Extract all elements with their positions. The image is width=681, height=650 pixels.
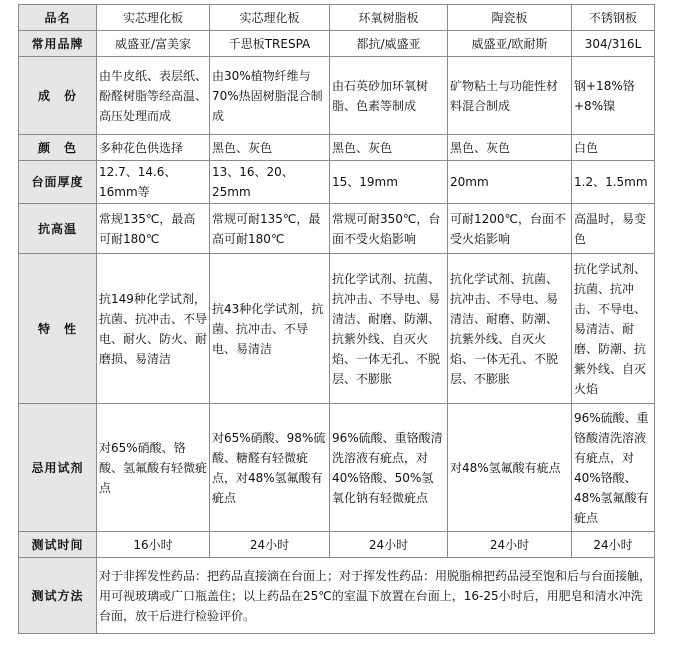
thickness-cell: 1.2、1.5mm [572, 161, 655, 204]
name-cell: 实芯理化板 [97, 5, 210, 31]
heat-cell: 常规135℃，最高可耐180℃ [97, 204, 210, 254]
features-cell: 抗化学试剂、抗菌、抗冲击、不导电、易清洁、耐磨、防潮、抗紫外线、自灭火焰、一体无孔、不脱层、不膨胀 [330, 254, 448, 404]
row-features [19, 254, 655, 404]
test-time-cell: 16小时 [97, 532, 210, 558]
heat-cell: 高温时，易变色 [572, 204, 655, 254]
label-thickness: 台面厚度 [19, 161, 97, 204]
brand-cell: 威盛亚/富美家 [97, 31, 210, 57]
row-name [19, 5, 655, 31]
row-reagents [19, 404, 655, 532]
row-test-time [19, 532, 655, 558]
name-cell: 不锈钢板 [572, 5, 655, 31]
row-composition [19, 57, 655, 135]
brand-cell: 千思板TRESPA [210, 31, 330, 57]
row-color [19, 135, 655, 161]
label-heat: 抗高温 [19, 204, 97, 254]
heat-cell: 可耐1200℃，台面不受火焰影响 [448, 204, 572, 254]
features-cell: 抗化学试剂、抗菌、抗冲击、不导电、易清洁、耐磨、防潮、抗紫外线、自灭火焰、一体无孔、不脱层、不膨胀 [448, 254, 572, 404]
label-color: 颜 色 [19, 135, 97, 161]
features-cell: 抗149种化学试剂，抗菌、抗冲击、不导电、耐火、防火、耐磨损、易清洁 [97, 254, 210, 404]
label-name: 品名 [19, 5, 97, 31]
color-cell: 黑色、灰色 [448, 135, 572, 161]
composition-cell: 矿物粘土与功能性材料混合制成 [448, 57, 572, 135]
material-comparison-table [18, 4, 655, 634]
thickness-cell: 20mm [448, 161, 572, 204]
name-cell: 实芯理化板 [210, 5, 330, 31]
features-cell: 抗化学试剂、抗菌、抗冲击、不导电、易清洁、耐磨、防潮、抗紫外线、自灭火焰 [572, 254, 655, 404]
row-brand [19, 31, 655, 57]
row-heat [19, 204, 655, 254]
reagents-cell: 96%硫酸、重铬酸清洗溶液有疵点，对40%铬酸、48%氢氟酸有疵点 [572, 404, 655, 532]
thickness-cell: 13、16、20、25mm [210, 161, 330, 204]
color-cell: 黑色、灰色 [330, 135, 448, 161]
label-composition: 成 份 [19, 57, 97, 135]
composition-cell: 由牛皮纸、表层纸、酚醛树脂等经高温、高压处理而成 [97, 57, 210, 135]
row-thickness [19, 161, 655, 204]
method-text: 对于非挥发性药品：把药品直接滴在台面上；对于挥发性药品：用脱脂棉把药品浸至饱和后与台面接触，用可视玻璃或广口瓶盖住；以上药品在25℃的室温下放置在台面上，16-25小时后，用肥皂和清水冲洗台面，放干后进行检验评价。 [97, 558, 655, 634]
name-cell: 环氧树脂板 [330, 5, 448, 31]
features-cell: 抗43种化学试剂，抗菌、抗冲击、不导电、易清洁 [210, 254, 330, 404]
reagents-cell: 对48%氢氟酸有疵点 [448, 404, 572, 532]
thickness-cell: 12.7、14.6、16mm等 [97, 161, 210, 204]
label-brand: 常用品牌 [19, 31, 97, 57]
name-cell: 陶瓷板 [448, 5, 572, 31]
test-time-cell: 24小时 [210, 532, 330, 558]
test-time-cell: 24小时 [572, 532, 655, 558]
label-method: 测试方法 [19, 558, 97, 634]
composition-cell: 钢+18%铬+8%镍 [572, 57, 655, 135]
reagents-cell: 对65%硝酸、铬酸、氢氟酸有轻微疵点 [97, 404, 210, 532]
thickness-cell: 15、19mm [330, 161, 448, 204]
composition-cell: 由石英砂加环氧树脂、色素等制成 [330, 57, 448, 135]
color-cell: 黑色、灰色 [210, 135, 330, 161]
label-test-time: 测试时间 [19, 532, 97, 558]
reagents-cell: 96%硫酸、重铬酸清洗溶液有疵点，对40%铬酸、50%氢氧化钠有轻微疵点 [330, 404, 448, 532]
brand-cell: 都抗/威盛亚 [330, 31, 448, 57]
test-time-cell: 24小时 [448, 532, 572, 558]
label-features: 特 性 [19, 254, 97, 404]
color-cell: 白色 [572, 135, 655, 161]
heat-cell: 常规可耐135℃，最高可耐180℃ [210, 204, 330, 254]
composition-cell: 由30%植物纤维与70%热固树脂混合制成 [210, 57, 330, 135]
test-time-cell: 24小时 [330, 532, 448, 558]
row-method [19, 558, 655, 634]
brand-cell: 威盛亚/欧耐斯 [448, 31, 572, 57]
label-reagents: 忌用试剂 [19, 404, 97, 532]
brand-cell: 304/316L [572, 31, 655, 57]
heat-cell: 常规可耐350℃，台面不受火焰影响 [330, 204, 448, 254]
reagents-cell: 对65%硝酸、98%硫酸、糖醛有轻微疵点，对48%氢氟酸有疵点 [210, 404, 330, 532]
color-cell: 多种花色供选择 [97, 135, 210, 161]
